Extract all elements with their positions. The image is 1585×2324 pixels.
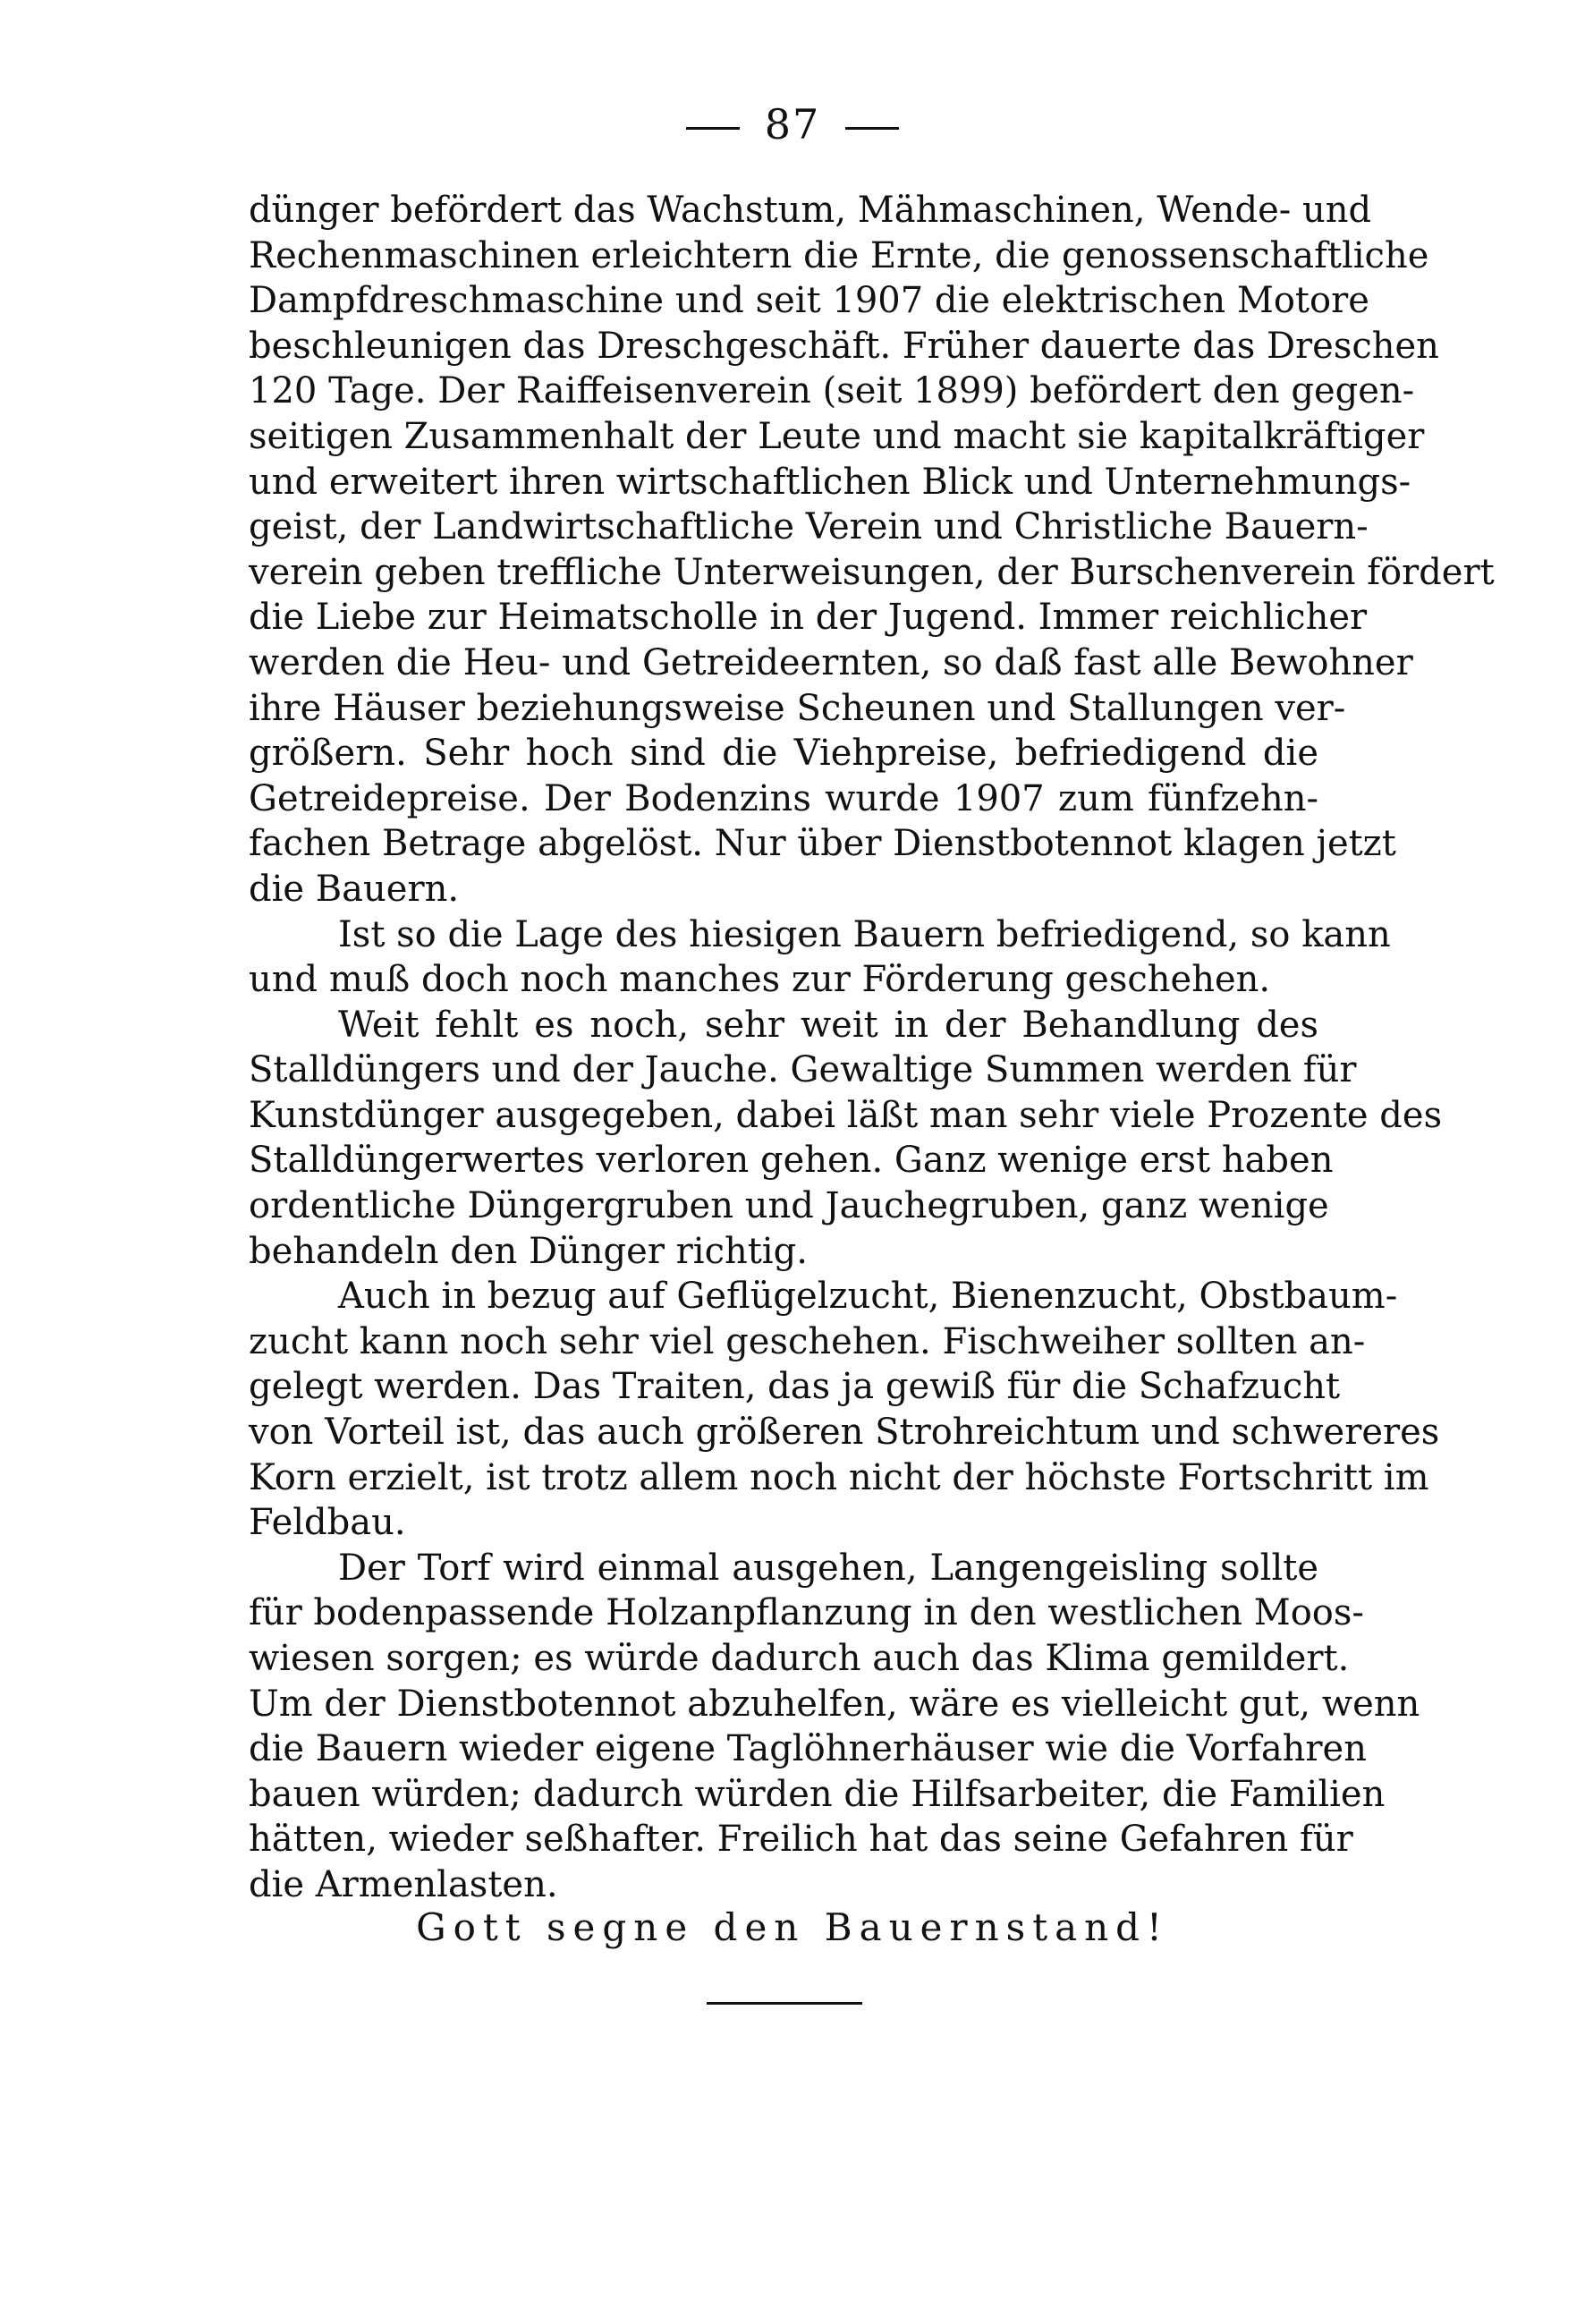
text-line: zucht kann noch sehr viel geschehen. Fischweiher sollten an- — [249, 1320, 1366, 1362]
text-line: und muß doch noch manches zur Förderung geschehen. — [249, 959, 1271, 1001]
text-line: dünger befördert das Wachstum, Mähmaschinen, Wende- und — [249, 190, 1372, 231]
text-line: seitigen Zusammenhalt der Leute und macht sie kapitalkräftiger — [249, 415, 1425, 457]
paragraph — [249, 912, 1391, 1003]
paragraph — [249, 1003, 1443, 1275]
text-line: verein geben treffliche Unterweisungen, der Burschenverein fördert — [249, 551, 1495, 593]
page-number-header — [0, 100, 1585, 148]
left-dash — [686, 127, 740, 130]
text-line: Weit fehlt es noch, sehr weit in der Behandlung des — [338, 1004, 1318, 1046]
text-line: bauen würden; dadurch würden die Hilfsarbeiter, die Familien — [249, 1773, 1386, 1815]
text-line: behandeln den Dünger richtig. — [249, 1230, 808, 1272]
text-line: ihre Häuser beziehungsweise Scheunen und Stallungen ver- — [249, 687, 1346, 729]
body-text — [249, 188, 1495, 1908]
text-line: Getreidepreise. Der Bodenzins wurde 1907 zum fünfzehn- — [249, 777, 1318, 819]
text-line: Um der Dienstbotennot abzuhelfen, wäre es vielleicht gut, wenn — [249, 1683, 1420, 1725]
text-line: Dampfdreschmaschine und seit 1907 die elektrischen Motore — [249, 280, 1369, 322]
text-line: größern. Sehr hoch sind die Viehpreise, befriedigend die — [249, 733, 1318, 775]
text-line: hätten, wieder seßhafter. Freilich hat das seine Gefahren für — [249, 1819, 1353, 1861]
paragraph — [249, 1274, 1440, 1546]
text-line: die Armenlasten. — [249, 1863, 558, 1905]
text-line: die Liebe zur Heimatscholle in der Jugend. Immer reichlicher — [249, 597, 1368, 639]
text-line: Ist so die Lage des hiesigen Bauern befriedigend, so kann — [338, 913, 1391, 955]
text-line: Stalldüngerwertes verloren gehen. Ganz wenige erst haben — [249, 1140, 1334, 1182]
text-line: fachen Betrage abgelöst. Nur über Dienstbotennot klagen jetzt — [249, 823, 1396, 865]
page-number: 87 — [764, 100, 821, 148]
paragraph — [249, 1546, 1420, 1908]
text-line: werden die Heu- und Getreideernten, so daß fast alle Bewohner — [249, 641, 1413, 683]
text-line: die Bauern. — [249, 868, 460, 910]
text-line: Stalldüngers und der Jauche. Gewaltige Summen werden für — [249, 1049, 1357, 1091]
text-line: geist, der Landwirtschaftliche Verein und Christliche Bauern- — [249, 506, 1369, 548]
text-line: 120 Tage. Der Raiffeisenverein (seit 1899) befördert den gegen- — [249, 370, 1415, 412]
text-line: und erweitert ihren wirtschaftlichen Blick und Unternehmungs- — [249, 461, 1411, 503]
end-rule — [707, 2002, 862, 2005]
text-line: Der Torf wird einmal ausgehen, Langengeisling sollte — [338, 1547, 1318, 1589]
text-line: Kunstdünger ausgegeben, dabei läßt man sehr viele Prozente des — [249, 1094, 1443, 1136]
text-line: von Vorteil ist, das auch größeren Strohreichtum und schwereres — [249, 1412, 1440, 1454]
right-dash — [845, 127, 899, 130]
text-line: Rechenmaschinen erleichtern die Ernte, die genossenschaftliche — [249, 234, 1429, 276]
text-line: ordentliche Düngergruben und Jauchegruben, ganz wenige — [249, 1185, 1329, 1227]
text-line: Korn erzielt, ist trotz allem noch nicht der höchste Fortschritt im — [249, 1456, 1429, 1498]
text-line: beschleunigen das Dreschgeschäft. Früher dauerte das Dreschen — [249, 325, 1439, 367]
paragraph — [249, 188, 1495, 912]
text-line: Auch in bezug auf Geflügelzucht, Bienenzucht, Obstbaum- — [338, 1276, 1398, 1318]
text-line: wiesen sorgen; es würde dadurch auch das Klima gemildert. — [249, 1638, 1350, 1679]
closing-line: Gott segne den Bauernstand! — [416, 1905, 1169, 1949]
text-line: gelegt werden. Das Traiten, das ja gewiß für die Schafzucht — [249, 1366, 1341, 1408]
text-line: die Bauern wieder eigene Taglöhnerhäuser wie die Vorfahren — [249, 1728, 1367, 1770]
text-line: für bodenpassende Holzanpflanzung in den westlichen Moos- — [249, 1592, 1364, 1634]
text-line: Feldbau. — [249, 1502, 406, 1544]
